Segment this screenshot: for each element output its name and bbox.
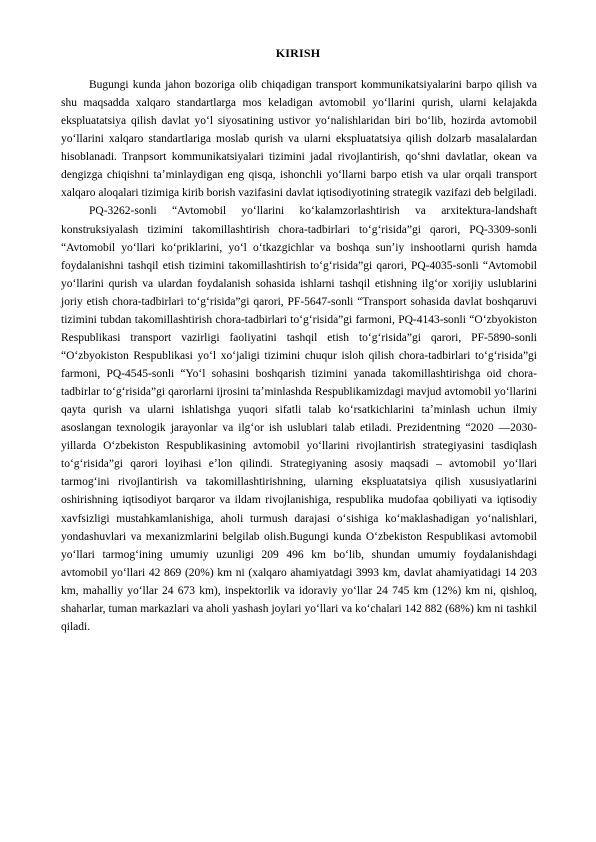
- document-title: KIRISH: [275, 46, 321, 60]
- document-body: [61, 76, 537, 636]
- body-paragraph: Bugungi kunda jahon bozoriga olib chiqadigan transport kommunikatsiyalarini barpo qilish va shu maqsadda xalqaro standartlarga mos keladigan avtomobil yoʻllarini qurish, ularni kelajakda ekspluatatsiya qilish davlat yoʻl siyosatining ustivor yoʻnalishlaridan biri boʻlib, hozirda avtomobil yoʻllarini xalqaro standartlariga moslab qurish va ularni ekspluatatsiya qilish dolzarb masalalardan hisoblanadi. Tranpsort kommunikatsiyalari tizimini jadal rivojlantirish, qoʻshni davlatlar, okean va dengizga chiqishni taʼminlaydigan eng qisqa, ishonchli yoʻllarni barpo etish va ular orqali transport xalqaro aloqalari tizimiga kirib borish vazifasini davlat iqtisodiyotining strategik vazifazi deb belgiladi.: [61, 79, 537, 200]
- body-paragraph: PQ-3262-sonli “Avtomobil yoʻllarini koʻkalamzorlashtirish va arxitektura-landshaft konstruksiyalash tizimini takomillashtirish chora-tadbirlari toʻgʻrisida”gi qarori, PQ-3309-sonli “Avtomobil yoʻllari koʻpriklarini, yoʻl oʻtkazgichlar va boshqa sunʼiy inshootlarni qurish hamda foydalanishni tashqil etish tizimini takomillashtirish toʻgʻrisida”gi qarori, PQ-4035-sonli “Avtomobil yoʻllarini qurish va ulardan foydalanish sohasida ishlarni tashqil etishning ilgʻor xorijiy uslublarini joriy etish chora-tadbirlari toʻgʻrisida”gi qarori, PF-5647-sonli “Transport sohasida davlat boshqaruvi tizimini tubdan takomillashtirish chora-tadbirlari toʻgʻrisida”gi farmoni, PQ-4143-sonli “Oʻzbyokiston Respublikasi transport vazirligi faoliyatini tashqil etish toʻgʻrisida”gi qarori, PF-5890-sonli “Oʻzbyokiston Respublikasi yoʻl xoʻjaligi tizimini chuqur isloh qilish chora-tadbirlari toʻgʻrisida”gi farmoni, PQ-4545-sonli “Yoʻl sohasini boshqarish tizimini yanada takomillashtirishga oid chora-tadbirlar toʻgʻrisida”gi qarorlarni ijrosini taʼminlashda Respublikamizdagi mavjud avtomobil yoʻllarini qayta qurish va ularni ishlatishga yuqori sifatli talab koʻrsatkichlarini taʼminlash uchun ilmiy asoslangan texnologik jarayonlar va ilgʻor ish uslublari talab etiladi. Prezidentning “2020 —2030-yillarda Oʻzbekiston Respublikasining avtomobil yoʻllarini rivojlantirish strategiyasini tasdiqlash toʻgʻrisida”gi qarori loyihasi eʼlon qilindi. Strategiyaning asosiy maqsadi – avtomobil yoʻllari tarmogʻini rivojlantirish va takomillashtirishning, ularning ekspluatatsiya qilish xususiyatlarini oshirishning iqtisodiyot barqaror va ildam rivojlanishiga, respublika mudofaa qobiliyati va iqtisodiy xavfsizligi mustahkamlanishiga, aholi turmush darajasi oʻsishiga koʻmaklashadigan yoʻnalishlari, yondashuvlari va mexanizmlarini belgilab olish.Bugungi kunda Oʻzbekiston Respublikasi avtomobil yoʻllari tarmogʻining umumiy uzunligi 209 496 km boʻlib, shundan umumiy foydalanishdagi avtomobil yoʻllari 42 869 (20%) km ni (xalqaro ahamiyatdagi 3993 km, davlat ahamiyatidagi 14 203 km, mahalliy yoʻllar 24 673 km), inspektorlik va idoraviy yoʻllar 24 745 km (12%) km ni, qishloq, shaharlar, tuman markazlari va aholi yashash joylari yoʻllari va koʻchalari 142 882 (68%) km ni tashkil qiladi.: [61, 205, 537, 633]
